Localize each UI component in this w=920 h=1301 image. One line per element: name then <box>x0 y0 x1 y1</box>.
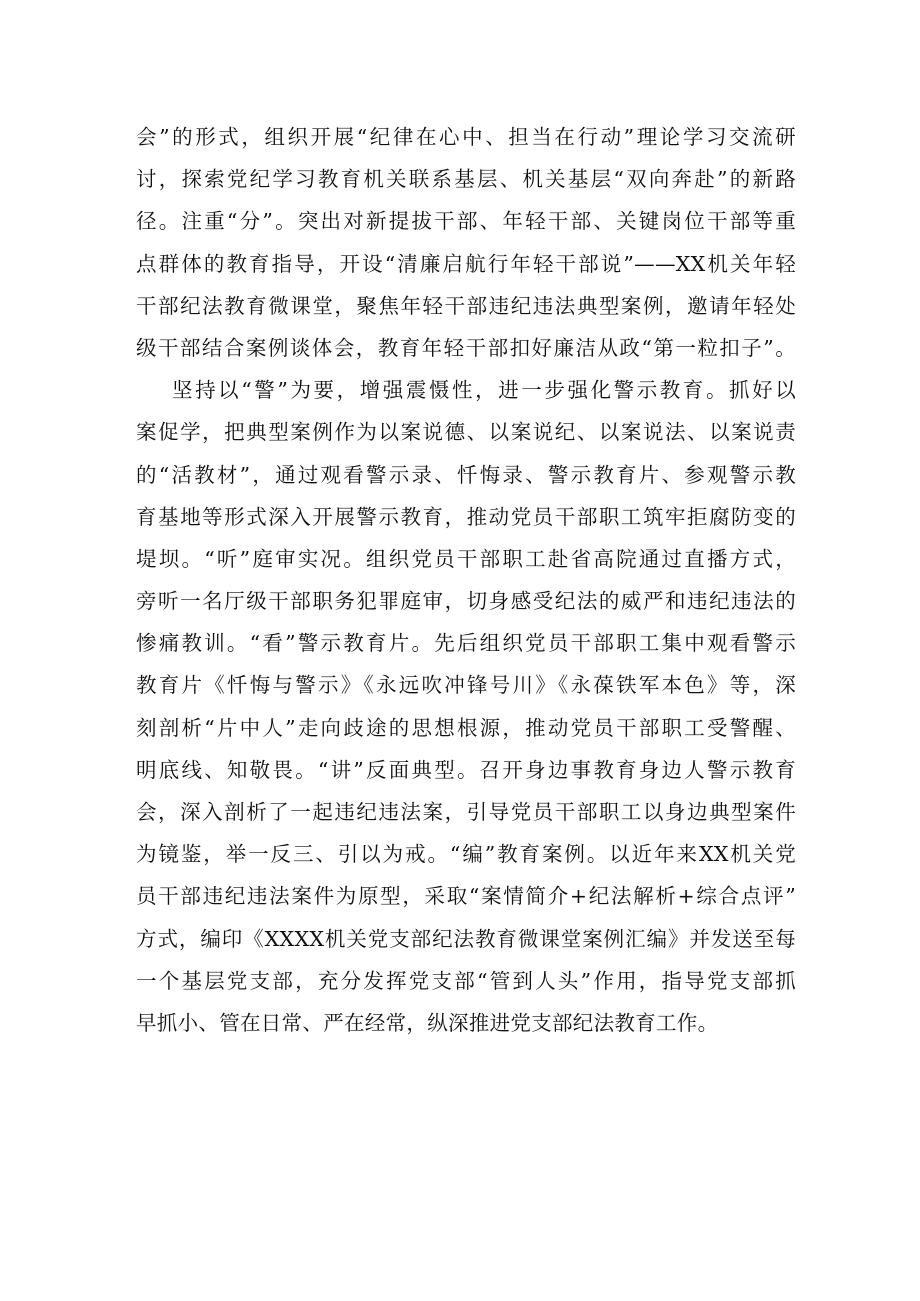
text-line: 会”的形式，组织开展“纪律在心中、担当在行动”理论学习交流研 <box>136 125 796 149</box>
text-line: 惨痛教训。“看”警示教育片。先后组织党员干部职工集中观看警示 <box>136 631 796 656</box>
text-line: 坚持以“警”为要，增强震慑性，进一步强化警示教育。抓好以 <box>172 378 796 403</box>
text-line: 为镜鉴，举一反三、引以为戒。“编”教育案例。以近年来XX机关党 <box>136 842 796 867</box>
text-line: 会，深入剖析了一起违纪违法案，引导党员干部职工以身边典型案件 <box>136 800 796 824</box>
text-line: 干部纪法教育微课堂，聚焦年轻干部违纪违法典型案例，邀请年轻处 <box>136 293 796 318</box>
text-line: 讨，探索党纪学习教育机关联系基层、机关基层“双向奔赴”的新路 <box>136 167 796 192</box>
text-line: 员干部违纪违法案件为原型，采取“案情简介+纪法解析+综合点评” <box>136 884 796 909</box>
text-line: 点群体的教育指导，开设“清廉启航行年轻干部说”——XX机关年轻 <box>136 251 796 276</box>
text-line: 级干部结合案例谈体会，教育年轻干部扣好廉洁从政“第一粒扣子”。 <box>136 335 796 360</box>
text-line: 育基地等形式深入开展警示教育，推动党员干部职工筑牢拒腐防变的 <box>136 504 796 529</box>
text-line: 旁听一名厅级干部职务犯罪庭审，切身感受纪法的威严和违纪违法的 <box>136 589 796 614</box>
text-line: 早抓小、管在日常、严在经常，纵深推进党支部纪法教育工作。 <box>136 1010 719 1035</box>
text-line: 方式，编印《XXXX机关党支部纪法教育微课堂案例汇编》并发送至每 <box>136 926 796 951</box>
text-line: 堤坝。“听”庭审实况。组织党员干部职工赴省高院通过直播方式， <box>136 546 796 571</box>
document-body <box>136 116 796 1044</box>
text-line: 一个基层党支部，充分发挥党支部“管到人头”作用，指导党支部抓 <box>136 968 796 993</box>
text-line: 的“活教材”，通过观看警示录、忏悔录、警示教育片、参观警示教 <box>136 462 796 487</box>
text-line: 刻剖析“片中人”走向歧途的思想根源，推动党员干部职工受警醒、 <box>136 715 796 740</box>
text-line: 明底线、知敬畏。“讲”反面典型。召开身边事教育身边人警示教育 <box>136 757 796 782</box>
text-line: 径。注重“分”。突出对新提拔干部、年轻干部、关键岗位干部等重 <box>136 209 796 234</box>
text-line: 教育片《忏悔与警示》《永远吹冲锋号川》《永葆铁军本色》等，深 <box>136 673 796 698</box>
text-line: 案促学，把典型案例作为以案说德、以案说纪、以案说法、以案说责 <box>136 420 796 445</box>
